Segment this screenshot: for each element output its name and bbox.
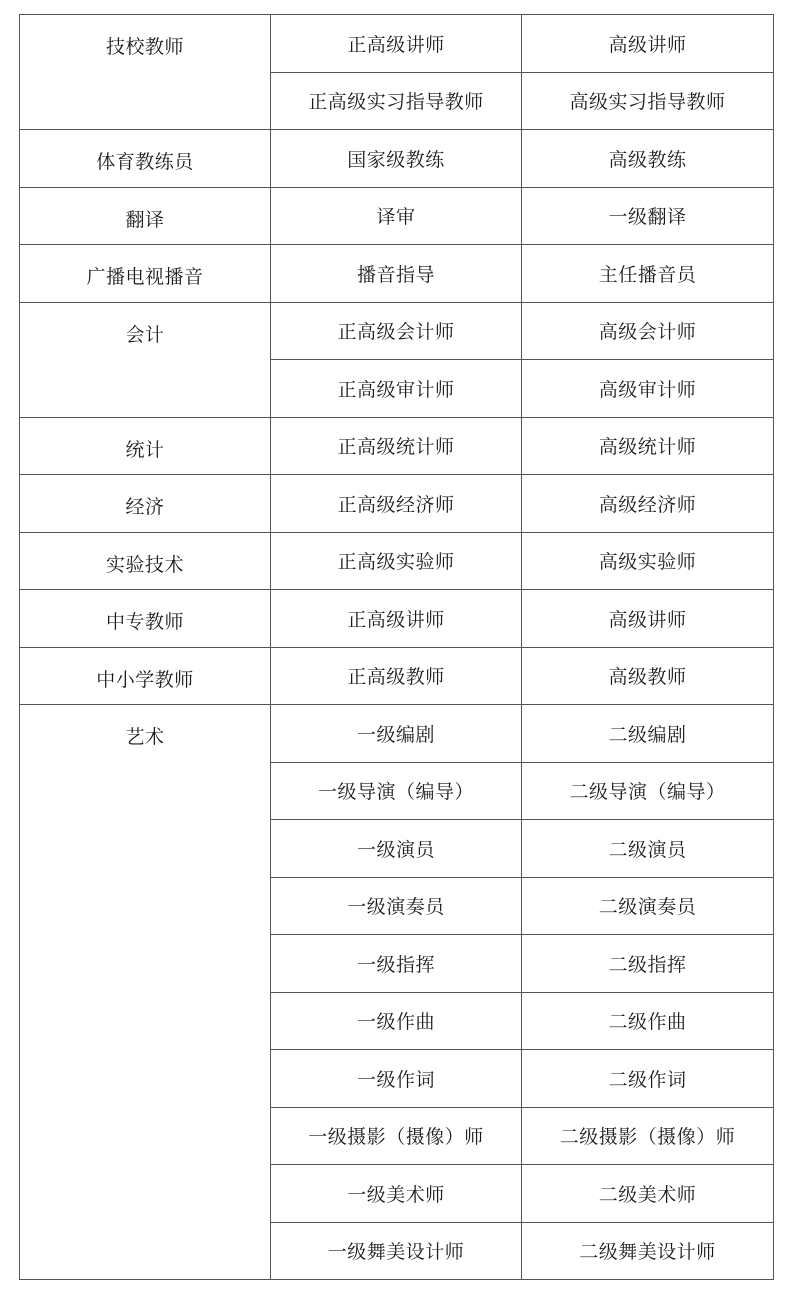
associate-title-cell: 一级翻译 [522, 187, 774, 245]
senior-title-cell: 正高级讲师 [271, 590, 522, 648]
field-cell: 技校教师 [20, 15, 271, 130]
associate-title-cell: 二级编剧 [522, 705, 774, 763]
table-row [20, 705, 774, 763]
field-cell: 会计 [20, 302, 271, 417]
senior-title-cell: 一级指挥 [271, 935, 522, 993]
associate-title-cell: 高级经济师 [522, 475, 774, 533]
associate-title-cell: 高级实验师 [522, 532, 774, 590]
associate-title-cell: 高级会计师 [522, 302, 774, 360]
senior-title-cell: 一级摄影（摄像）师 [271, 1107, 522, 1165]
field-cell: 中小学教师 [20, 647, 271, 705]
senior-title-cell: 正高级会计师 [271, 302, 522, 360]
field-cell: 艺术 [20, 705, 271, 1280]
associate-title-cell: 二级演员 [522, 820, 774, 878]
table-row [20, 590, 774, 648]
field-cell: 实验技术 [20, 532, 271, 590]
table-row [20, 302, 774, 360]
associate-title-cell: 二级导演（编导） [522, 762, 774, 820]
table-row [20, 245, 774, 303]
field-cell: 翻译 [20, 187, 271, 245]
table-body [20, 15, 774, 1280]
senior-title-cell: 译审 [271, 187, 522, 245]
table-row [20, 647, 774, 705]
associate-title-cell: 高级教练 [522, 130, 774, 188]
table-row [20, 130, 774, 188]
associate-title-cell: 二级摄影（摄像）师 [522, 1107, 774, 1165]
associate-title-cell: 二级作词 [522, 1050, 774, 1108]
table-row [20, 475, 774, 533]
associate-title-cell: 高级教师 [522, 647, 774, 705]
senior-title-cell: 一级导演（编导） [271, 762, 522, 820]
senior-title-cell: 一级美术师 [271, 1165, 522, 1223]
associate-title-cell: 高级审计师 [522, 360, 774, 418]
senior-title-cell: 正高级教师 [271, 647, 522, 705]
field-cell: 经济 [20, 475, 271, 533]
field-cell: 中专教师 [20, 590, 271, 648]
table-row [20, 15, 774, 73]
senior-title-cell: 国家级教练 [271, 130, 522, 188]
associate-title-cell: 二级舞美设计师 [522, 1222, 774, 1280]
associate-title-cell: 二级美术师 [522, 1165, 774, 1223]
associate-title-cell: 高级讲师 [522, 590, 774, 648]
associate-title-cell: 二级作曲 [522, 992, 774, 1050]
senior-title-cell: 正高级统计师 [271, 417, 522, 475]
senior-title-cell: 一级演奏员 [271, 877, 522, 935]
associate-title-cell: 高级统计师 [522, 417, 774, 475]
field-cell: 体育教练员 [20, 130, 271, 188]
associate-title-cell: 主任播音员 [522, 245, 774, 303]
senior-title-cell: 一级作词 [271, 1050, 522, 1108]
senior-title-cell: 正高级实验师 [271, 532, 522, 590]
associate-title-cell: 高级讲师 [522, 15, 774, 73]
table-row [20, 187, 774, 245]
field-cell: 广播电视播音 [20, 245, 271, 303]
senior-title-cell: 一级演员 [271, 820, 522, 878]
senior-title-cell: 一级作曲 [271, 992, 522, 1050]
senior-title-cell: 播音指导 [271, 245, 522, 303]
associate-title-cell: 二级演奏员 [522, 877, 774, 935]
senior-title-cell: 正高级审计师 [271, 360, 522, 418]
table-row [20, 417, 774, 475]
senior-title-cell: 一级编剧 [271, 705, 522, 763]
associate-title-cell: 二级指挥 [522, 935, 774, 993]
senior-title-cell: 正高级实习指导教师 [271, 72, 522, 130]
professional-titles-table [19, 14, 774, 1280]
senior-title-cell: 正高级经济师 [271, 475, 522, 533]
associate-title-cell: 高级实习指导教师 [522, 72, 774, 130]
table-row [20, 532, 774, 590]
field-cell: 统计 [20, 417, 271, 475]
senior-title-cell: 正高级讲师 [271, 15, 522, 73]
senior-title-cell: 一级舞美设计师 [271, 1222, 522, 1280]
